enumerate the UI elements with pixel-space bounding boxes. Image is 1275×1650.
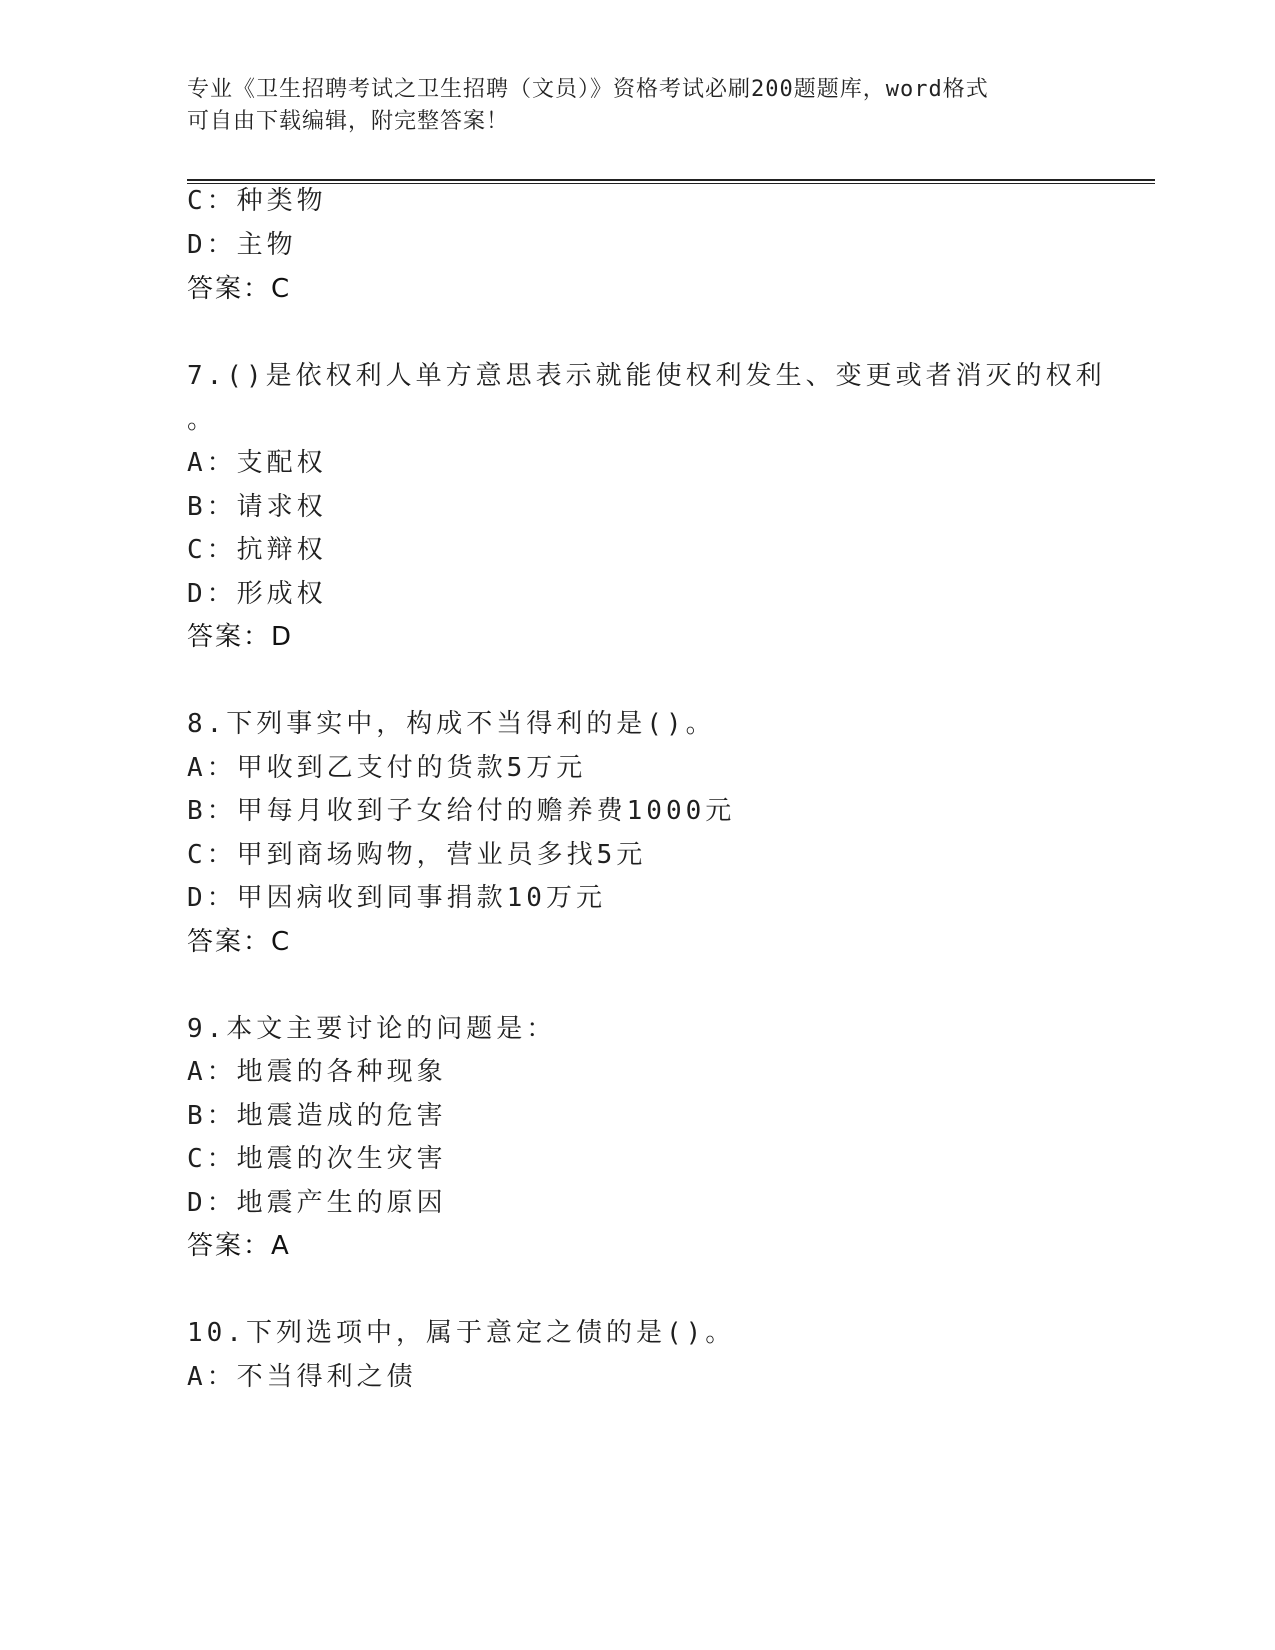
q8-option-a: A：甲收到乙支付的货款5万元	[187, 753, 587, 783]
header-divider-thick	[187, 179, 1155, 181]
q6-option-d: D：主物	[187, 230, 297, 260]
q7-stem-line-2: 。	[187, 405, 218, 435]
q8-option-d: D：甲因病收到同事捐款10万元	[187, 883, 606, 913]
q10-option-a: A：不当得利之债	[187, 1362, 417, 1392]
q10-stem: 10.下列选项中，属于意定之债的是()。	[187, 1318, 736, 1348]
q8-stem: 8.下列事实中，构成不当得利的是()。	[187, 709, 716, 739]
q9-option-a: A：地震的各种现象	[187, 1057, 447, 1087]
q7-answer: 答案：D	[187, 622, 294, 652]
q7-option-a: A：支配权	[187, 448, 327, 478]
q7-option-b: B：请求权	[187, 492, 327, 522]
q7-option-c: C：抗辩权	[187, 535, 327, 565]
header-line-2: 可自由下载编辑，附完整答案！	[187, 109, 510, 134]
q9-answer: 答案：A	[187, 1231, 291, 1261]
q9-option-c: C：地震的次生灾害	[187, 1144, 447, 1174]
document-header	[187, 74, 1067, 138]
header-line-1: 专业《卫生招聘考试之卫生招聘（文员）》资格考试必刷200题题库，word格式	[187, 77, 989, 102]
q6-answer: 答案：C	[187, 274, 292, 304]
q6-option-c: C：种类物	[187, 186, 327, 216]
q9-option-b: B：地震造成的危害	[187, 1101, 447, 1131]
q8-option-b: B：甲每月收到子女给付的赡养费1000元	[187, 796, 736, 826]
q9-option-d: D：地震产生的原因	[187, 1188, 447, 1218]
q7-stem-line-1: 7.()是依权利人单方意思表示就能使权利发生、变更或者消灭的权利	[187, 361, 1106, 391]
q8-option-c: C：甲到商场购物，营业员多找5元	[187, 840, 647, 870]
q7-option-d: D：形成权	[187, 579, 327, 609]
q8-answer: 答案：C	[187, 927, 292, 957]
header-divider-thin	[187, 183, 1155, 184]
q9-stem: 9.本文主要讨论的问题是：	[187, 1014, 557, 1044]
